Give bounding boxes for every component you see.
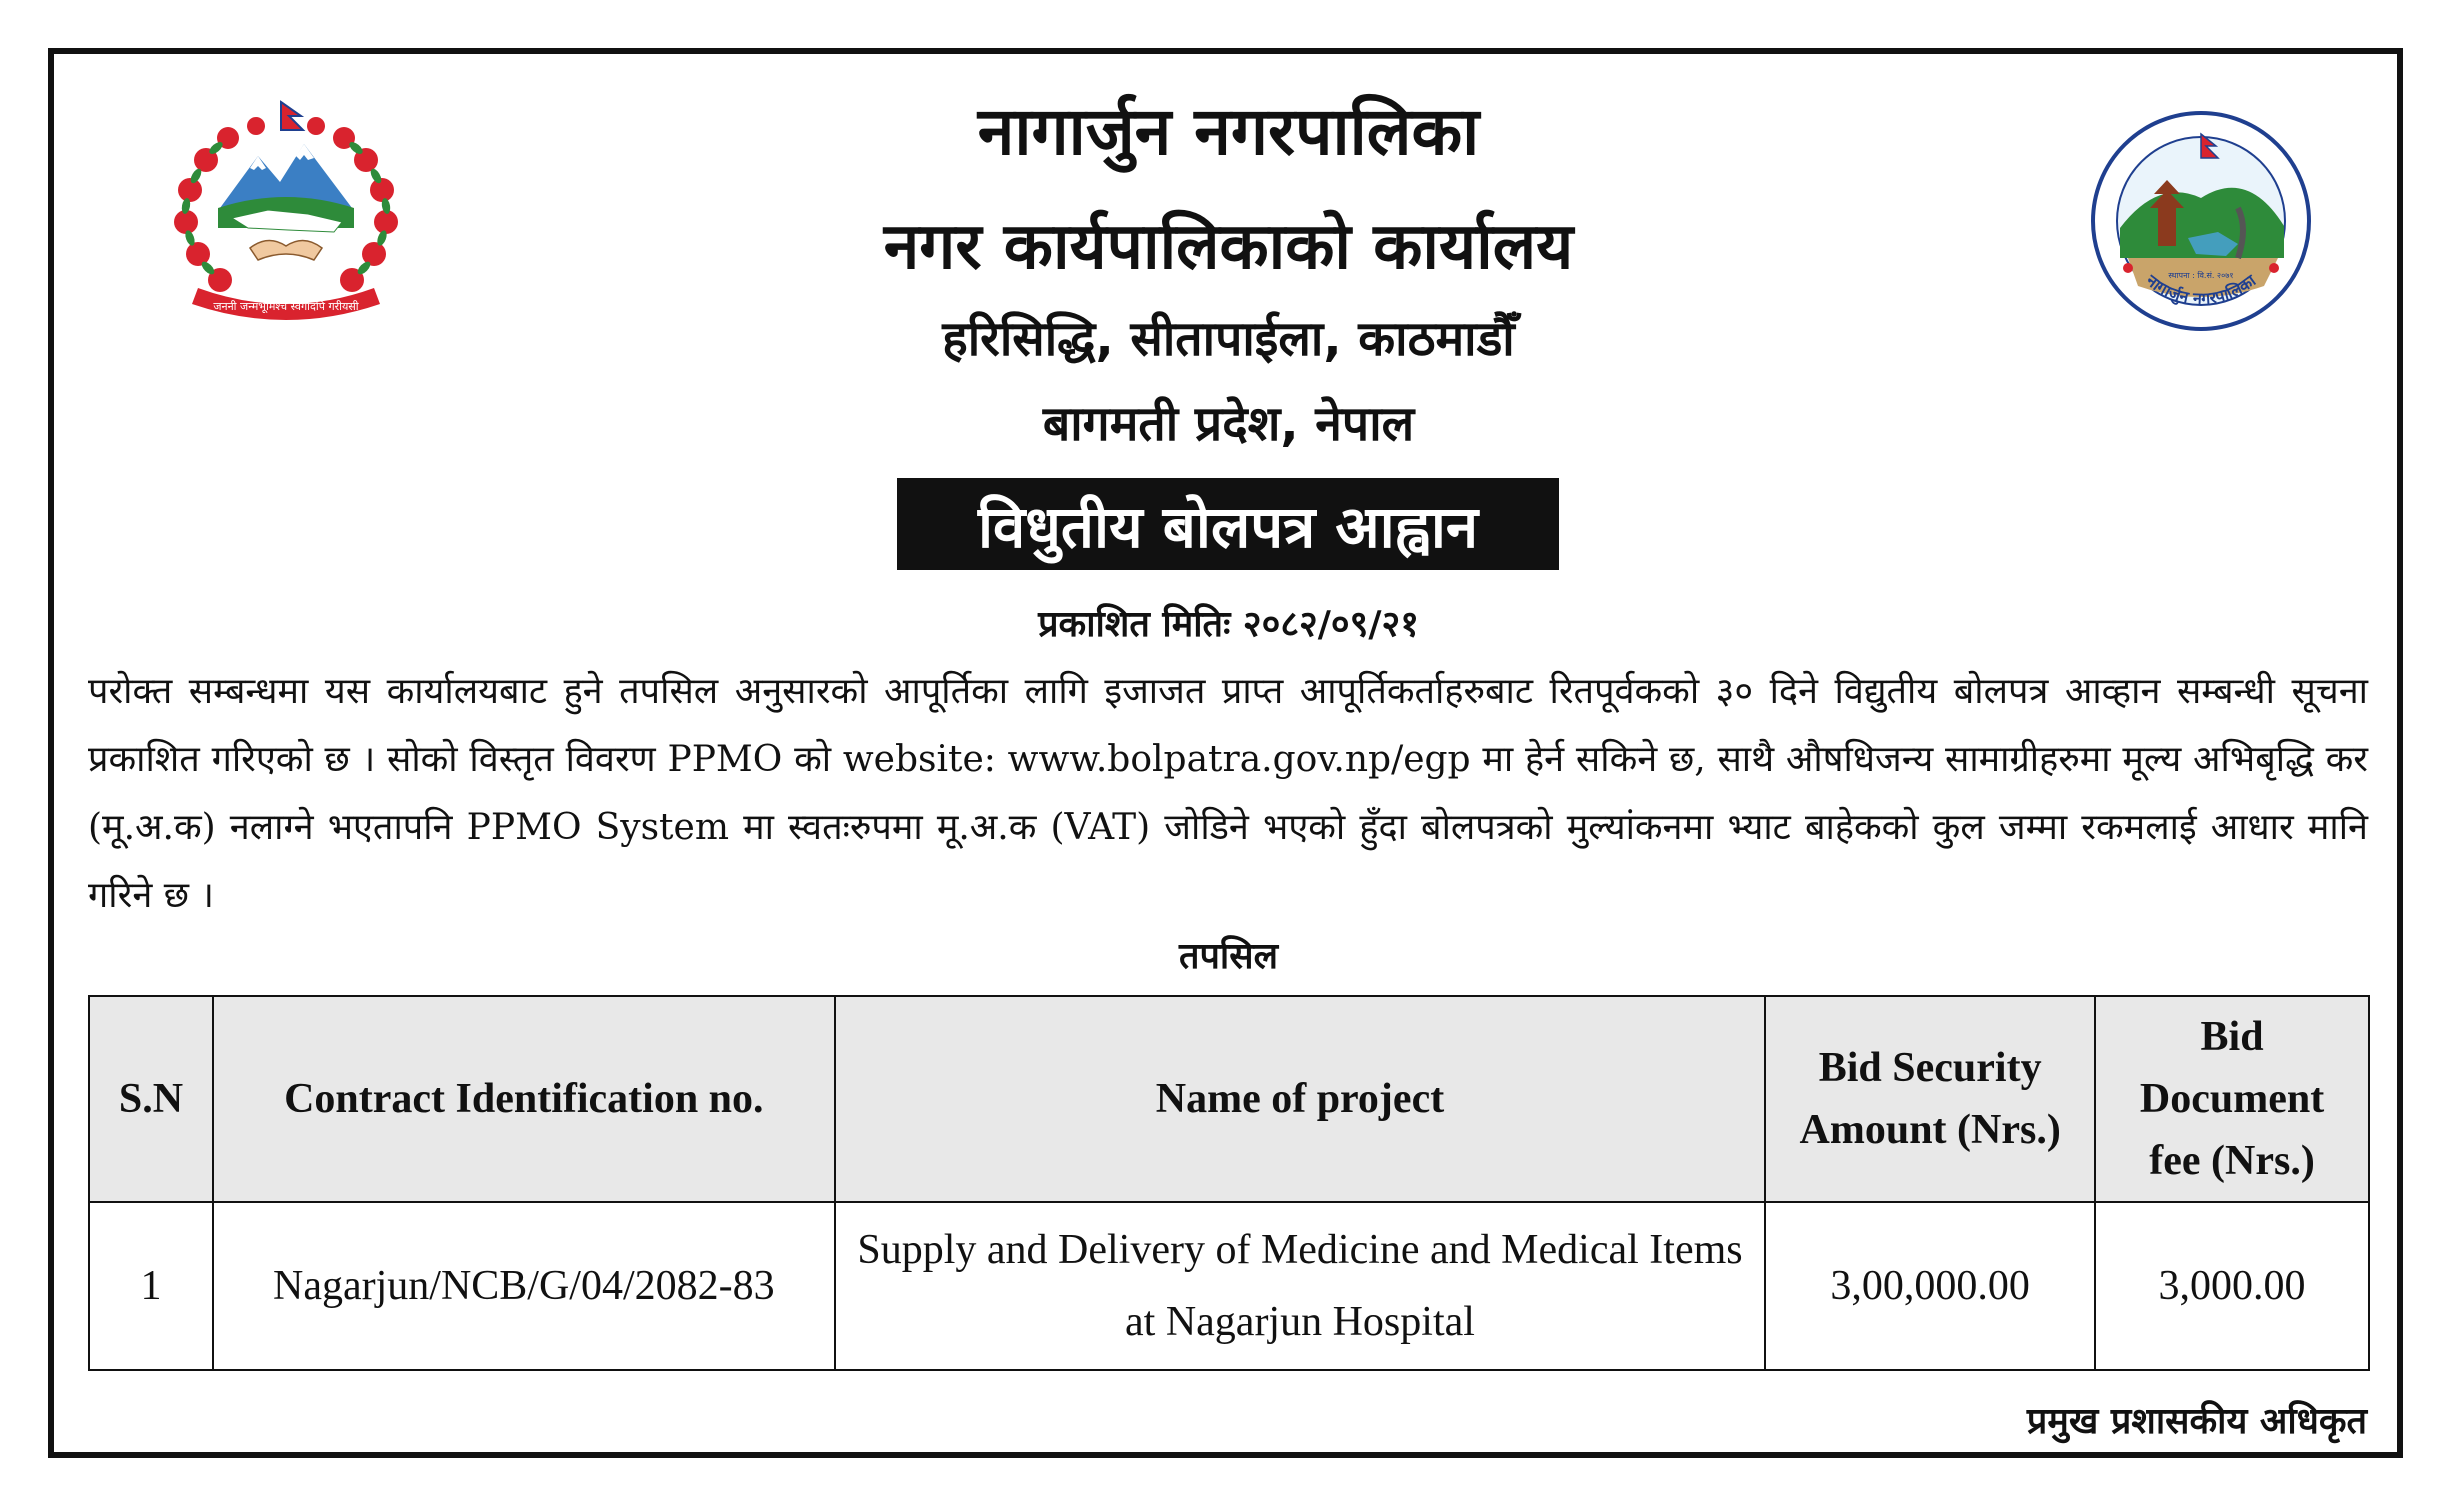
header-sn: S.N [89,996,213,1202]
header-doc-fee: Bid Document fee (Nrs.) [2095,996,2369,1202]
municipality-name: नागार्जुन नगरपालिका [977,93,1480,170]
header-bid-security: Bid Security Amount (Nrs.) [1765,996,2095,1202]
body-paragraph: परोक्त सम्बन्धमा यस कार्यालयबाट हुने तपसिल अनुसारको आपूर्तिका लागि इजाजत प्राप्त आपूर्तिकर्ताहरुबाट रितपूर्वकको ३० दिने विद्युतीय बोलपत्र आव्हान सम्बन्धी सूचना प्रकाशित गरिएको छ । सोको विस्तृत विवरण PPMO को website: www.bolpatra.gov.np/egp मा हेर्न सकिने छ, साथै औषधिजन्य सामाग्रीहरुमा मूल्य अभिबृद्धि कर (मू.अ.क) नलाग्ने भएतापनि PPMO System मा स्वतःरुपमा मू.अ.क (VAT) जोडिने भएको हुँदा बोलपत्रको मुल्यांकनमा भ्याट बाहेकको कुल जम्मा रकमलाई आधार मानि गरिने छ । [88,671,2368,916]
signatory-title: प्रमुख प्रशासकीय अधिकृत [2026,1401,2367,1442]
table-row [89,1202,2369,1370]
cell-doc-fee: 3,000.00 [2095,1202,2369,1370]
office-name: नगर कार्यपालिकाको कार्यालय [883,210,1574,284]
header-project-name: Name of project [835,996,1766,1202]
tapasil-heading: तपसिल [1178,936,1279,977]
cell-sn: 1 [89,1202,213,1370]
notice-title-text: विधुतीय बोलपत्र आह्वान [977,492,1479,561]
table-header-row [89,996,2369,1202]
emblem-motto: जननी जन्मभूमिश्च स्वर्गादपि गरीयसी [213,300,359,313]
cell-project-name: Supply and Delivery of Medicine and Medical Items at Nagarjun Hospital [835,1202,1766,1370]
bid-table [88,995,2370,1371]
province-country: बागमती प्रदेश, नेपाल [1042,396,1415,452]
cell-bid-security: 3,00,000.00 [1765,1202,2095,1370]
seal-subtitle: स्थापना : वि.सं. २०७१ [2168,271,2234,280]
publish-date: प्रकाशित मितिः २०८२/०९/२१ [1038,604,1419,645]
seal-ring-text: नागार्जुन नगरपालिका [2142,270,2260,309]
office-address: हरिसिद्धि, सीतापाईला, काठमाडौँ [942,311,1515,367]
cell-contract-id: Nagarjun/NCB/G/04/2082-83 [213,1202,835,1370]
header-contract-id: Contract Identification no. [213,996,835,1202]
notice-title [897,478,1559,570]
notice-body [88,658,2368,930]
